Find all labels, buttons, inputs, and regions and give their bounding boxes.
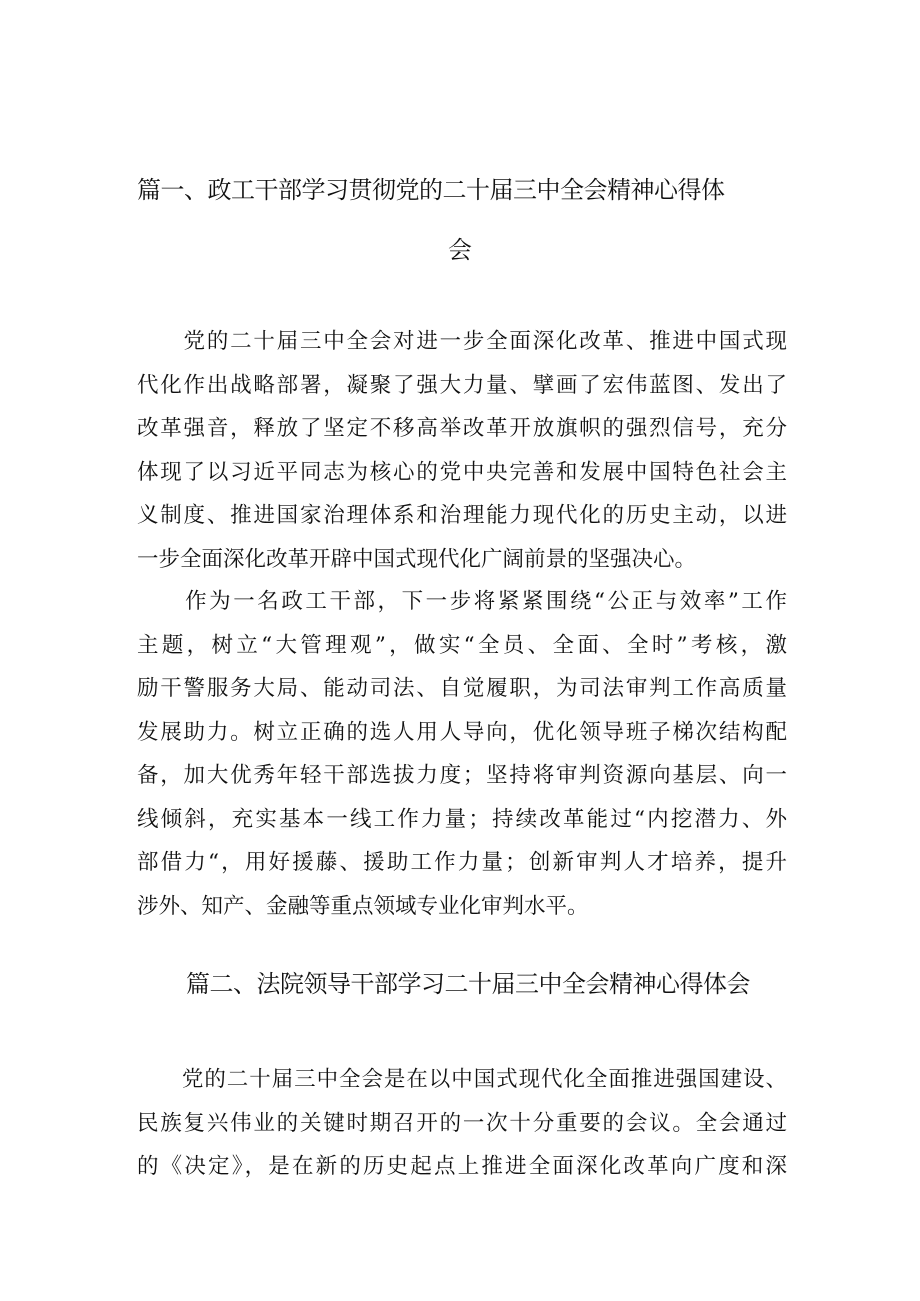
section-1-paragraph-1 [137,320,787,581]
text-line: 改革强音，释放了坚定不移高举改革开放旗帜的强烈信号，充分 [137,416,787,441]
text-line: 党的二十届三中全会是在以中国式现代化全面推进强国建设、 [137,1067,787,1092]
text-line: 发展助力。树立正确的选人用人导向，优化领导班子梯次结构配 [137,719,787,745]
text-line: 部借力“，用好援藤、援助工作力量；创新审判人才培养，提升 [137,850,787,875]
text-line: 代化作出战略部署，凝聚了强大力量、擘画了宏伟蓝图、发出了 [137,372,787,398]
text-line: 体现了以习近平同志为核心的党中央完善和发展中国特色社会主 [137,459,787,485]
text-line: 作为一名政工干部，下一步将紧紧围绕“公正与效率”工作 [137,589,787,614]
text-line: 备，加大优秀年轻干部选拔力度；坚持将审判资源向基层、向一 [137,763,787,788]
text-line: 的《决定》，是在新的历史起点上推进全面深化改革向广度和深 [137,1154,787,1179]
text-line: 党的二十届三中全会对进一步全面深化改革、推进中国式现 [137,329,787,354]
section-2-title: 篇二、法院领导干部学习二十届三中全会精神心得体会 [186,970,750,998]
section-2-paragraph-1 [137,1058,787,1189]
text-line: 民族复兴伟业的关键时期召开的一次十分重要的会议。全会通过 [137,1110,787,1136]
text-line: 一步全面深化改革开辟中国式现代化广阔前景的坚强决心。 [137,546,697,572]
text-line: 涉外、知产、金融等重点领域专业化审判水平。 [137,893,589,919]
text-line: 义制度、推进国家治理体系和治理能力现代化的历史主动，以进 [137,503,787,528]
text-line: 线倾斜，充实基本一线工作力量；持续改革能过“内挖潜力、外 [137,806,787,832]
section-1-title-continued: 会 [448,236,472,264]
text-line: 励干警服务大局、能动司法、自觉履职，为司法审判工作高质量 [137,676,787,701]
text-line: 主题，树立“大管理观”，做实“全员、全面、全时”考核，激 [137,632,787,658]
section-1-paragraph-2 [137,580,787,928]
section-1-title: 篇一、政工干部学习贯彻党的二十届三中全会精神心得体 [137,176,725,204]
